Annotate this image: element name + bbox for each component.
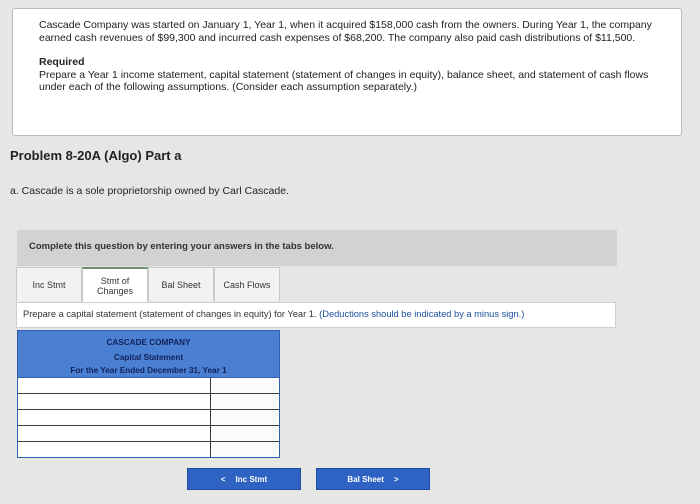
tab-bal-sheet[interactable]: [148, 267, 214, 301]
row-amount-input[interactable]: [211, 394, 279, 409]
statement-company: CASCADE COMPANY: [106, 338, 191, 347]
tab-bal-sheet-label: Bal Sheet: [161, 279, 201, 290]
statement-row: [18, 378, 279, 394]
row-label-input[interactable]: [18, 378, 211, 393]
statement-row: [18, 426, 279, 442]
tab-strip: [16, 267, 280, 303]
row-label-input[interactable]: [18, 410, 211, 425]
row-amount-input[interactable]: [211, 378, 279, 393]
statement-header: [17, 330, 280, 378]
statement-row: [18, 442, 279, 457]
part-title: Problem 8-20A (Algo) Part a: [10, 148, 182, 163]
panel-note: (Deductions should be indicated by a minus sign.): [319, 309, 525, 319]
instruction-bar: [17, 230, 617, 266]
next-button-label: Bal Sheet: [347, 474, 384, 484]
row-amount-input[interactable]: [211, 410, 279, 425]
part-assumption: a. Cascade is a sole proprietorship owned by Carl Cascade.: [10, 185, 289, 197]
next-bal-sheet-button[interactable]: [316, 468, 430, 490]
tab-panel: [16, 302, 616, 328]
required-heading: Required: [39, 56, 85, 68]
tab-cash-flows[interactable]: [214, 267, 280, 301]
row-amount-input[interactable]: [211, 442, 279, 457]
tab-inc-stmt-label: Inc Stmt: [32, 279, 66, 290]
tab-stmt-of-changes[interactable]: [82, 267, 148, 303]
prev-inc-stmt-button[interactable]: [187, 468, 301, 490]
panel-prompt: Prepare a capital statement (statement of changes in equity) for Year 1.: [23, 309, 317, 319]
statement-title: Capital Statement: [113, 353, 184, 362]
row-amount-input[interactable]: [211, 426, 279, 441]
row-label-input[interactable]: [18, 426, 211, 441]
statement-row: [18, 394, 279, 410]
instruction-text: Complete this question by entering your answers in the tabs below.: [29, 241, 334, 252]
statement-row: [18, 410, 279, 426]
capital-statement-sheet: [17, 330, 280, 458]
problem-intro: Cascade Company was started on January 1, Year 1, when it acquired $158,000 cash from the owners. During Year 1, the company earned cash revenues of $99,300 and incurred cash expenses of $68,200. The company also paid cash distributions of $11,500.: [39, 19, 652, 44]
tab-inc-stmt[interactable]: [16, 267, 82, 301]
statement-body: [17, 378, 280, 458]
row-label-input[interactable]: [18, 394, 211, 409]
tab-cash-flows-label: Cash Flows: [223, 279, 271, 290]
prev-button-label: Inc Stmt: [235, 474, 268, 484]
chevron-right-icon: >: [393, 474, 399, 484]
tab-stmt-of-changes-label: Stmt of Changes: [96, 276, 134, 296]
row-label-input[interactable]: [18, 442, 211, 457]
problem-statement-box: [12, 8, 682, 136]
chevron-left-icon: <: [220, 474, 226, 484]
statement-period: For the Year Ended December 31, Year 1: [70, 366, 227, 375]
required-text: Prepare a Year 1 income statement, capital statement (statement of changes in equity), balance sheet, and statement of cash flows under each of the following assumptions. (Consider each assumption separately.): [39, 68, 649, 93]
